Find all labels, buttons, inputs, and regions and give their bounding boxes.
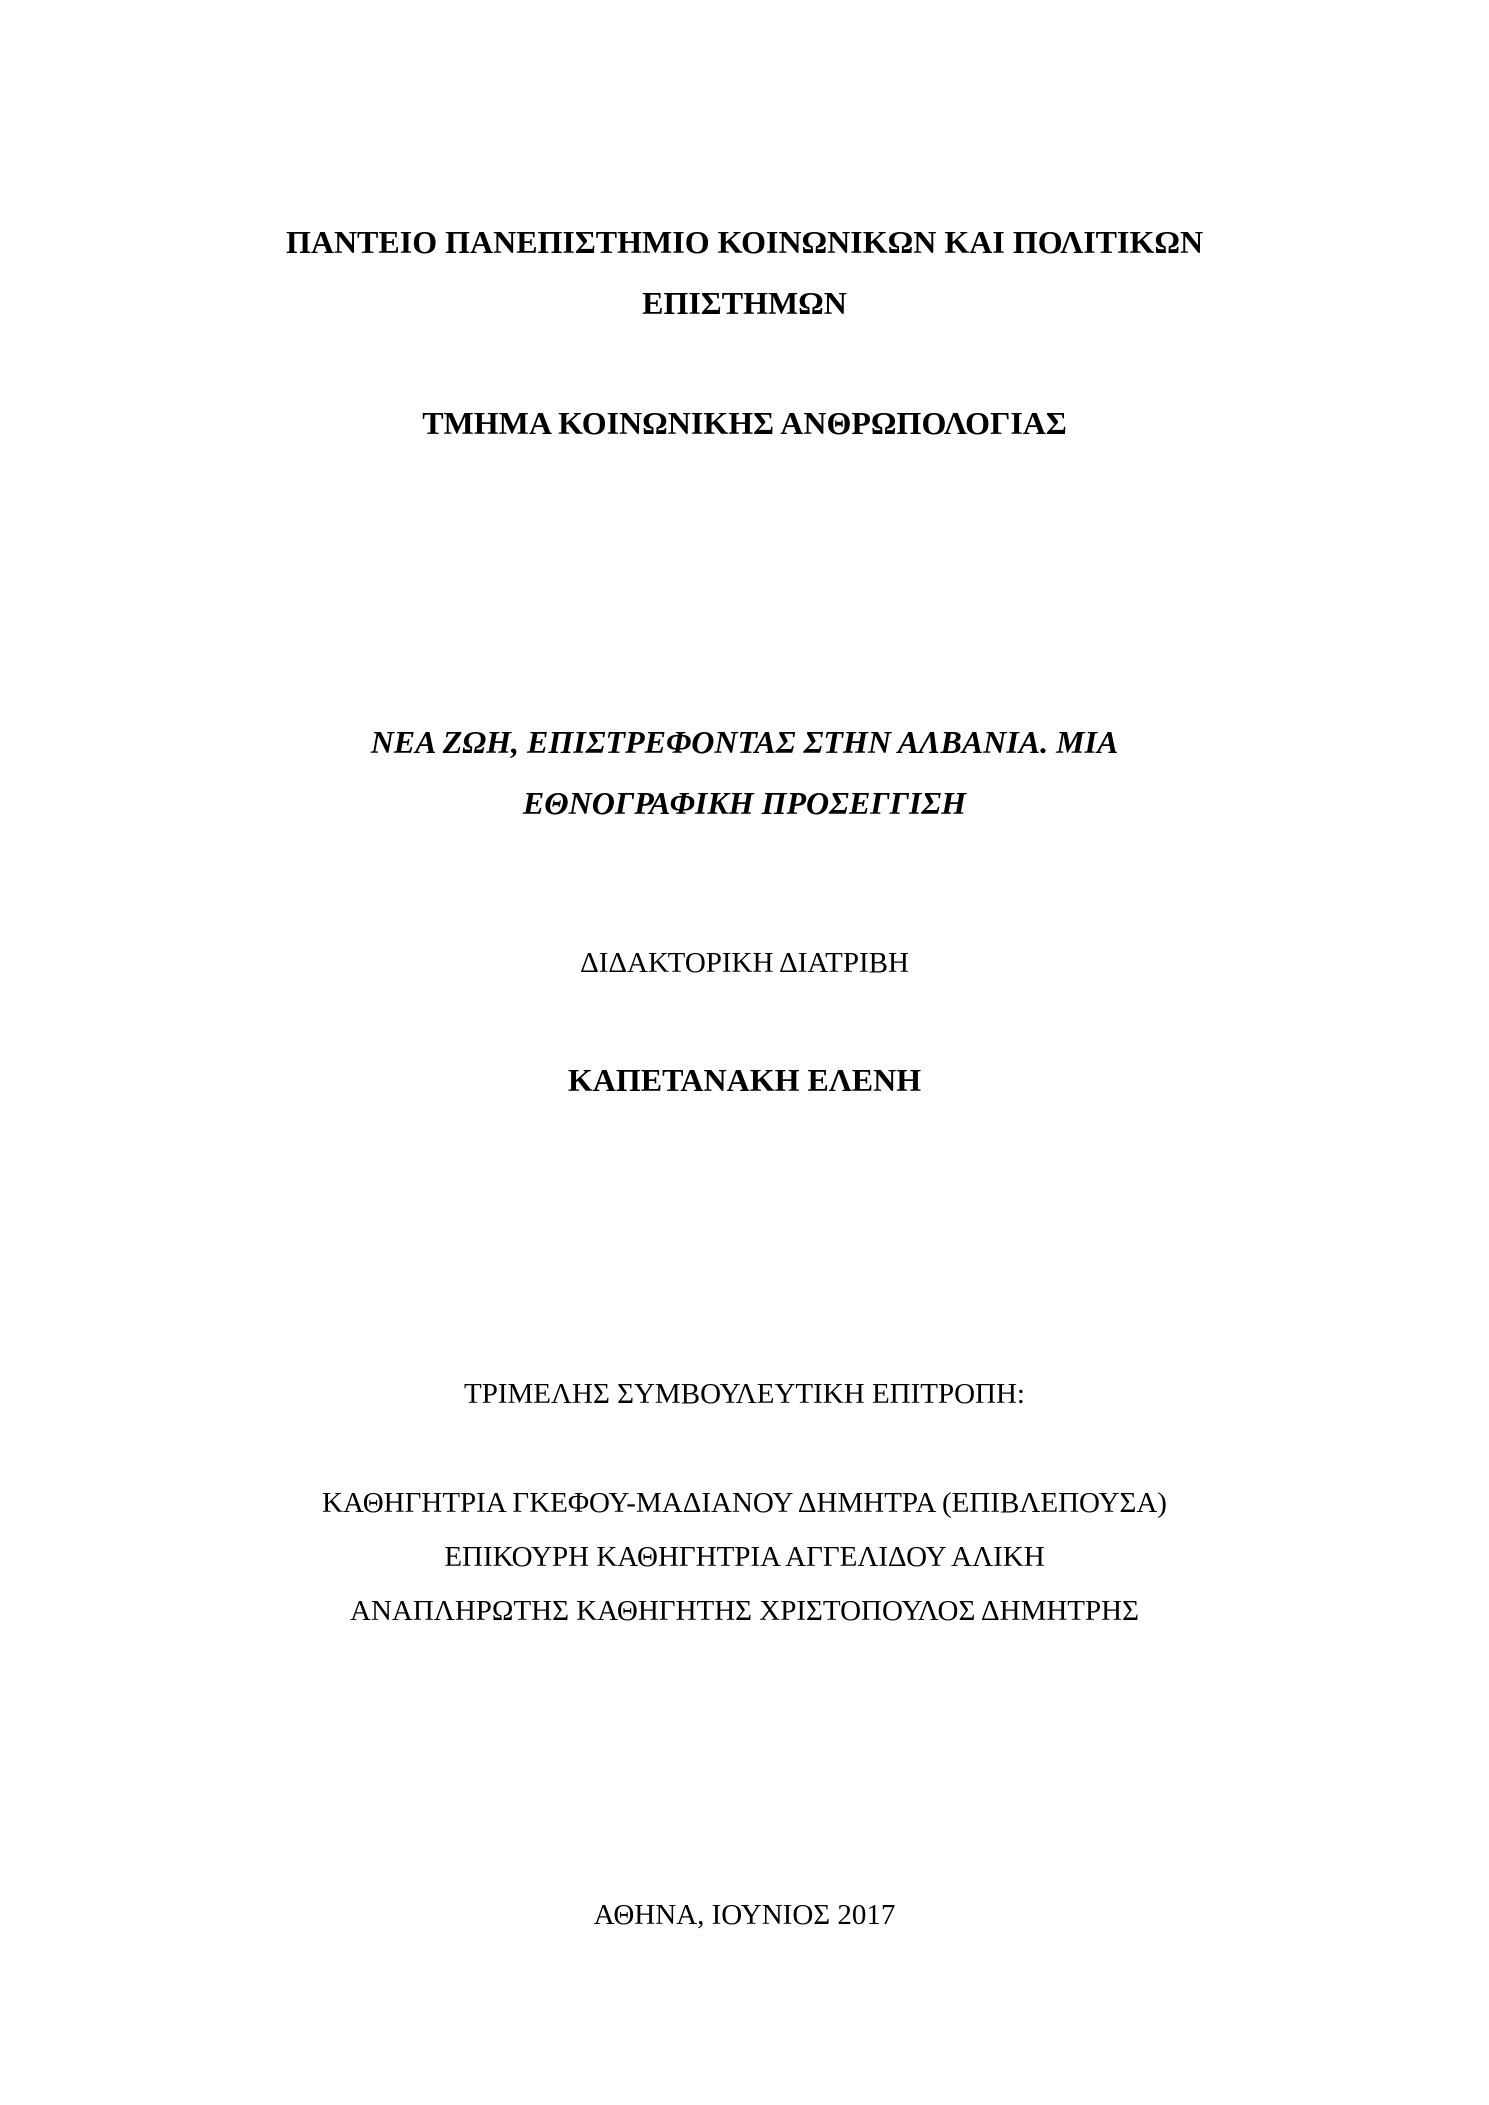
department-name: ΤΜΗΜΑ ΚΟΙΝΩΝΙΚΗΣ ΑΝΘΡΩΠΟΛΟΓΙΑΣ [422, 405, 1067, 441]
author-name: ΚΑΠΕΤΑΝΑΚΗ ΕΛΕΝΗ [567, 1062, 922, 1098]
university-name-line-1: ΠΑΝΤΕΙΟ ΠΑΝΕΠΙΣΤΗΜΙΟ ΚΟΙΝΩΝΙΚΩΝ ΚΑΙ ΠΟΛΙΤΙΚΩΝ [285, 224, 1204, 260]
thesis-title-line-1: ΝΕΑ ΖΩΗ, ΕΠΙΣΤΡΕΦΟΝΤΑΣ ΣΤΗΝ ΑΛΒΑΝΙΑ. ΜΙΑ [370, 724, 1119, 760]
committee-member: ΑΝΑΠΛΗΡΩΤΗΣ ΚΑΘΗΓΗΤΗΣ ΧΡΙΣΤΟΠΟΥΛΟΣ ΔΗΜΗΤΡΗΣ [350, 1595, 1139, 1627]
committee-member: ΕΠΙΚΟΥΡΗ ΚΑΘΗΓΗΤΡΙΑ ΑΓΓΕΛΙΔΟΥ ΑΛΙΚΗ [444, 1541, 1045, 1573]
university-name-line-2: ΕΠΙΣΤΗΜΩΝ [642, 285, 847, 321]
document-type: ΔΙΔΑΚΤΟΡΙΚΗ ΔΙΑΤΡΙΒΗ [580, 947, 909, 979]
place-and-date: ΑΘΗΝΑ, ΙΟΥΝΙΟΣ 2017 [593, 1899, 896, 1931]
committee-member: ΚΑΘΗΓΗΤΡΙΑ ΓΚΕΦΟΥ-ΜΑΔΙΑΝΟΥ ΔΗΜΗΤΡΑ (ΕΠΙΒΛΕΠΟΥΣΑ) [322, 1487, 1167, 1519]
thesis-title-line-2: ΕΘΝΟΓΡΑΦΙΚΗ ΠΡΟΣΕΓΓΙΣΗ [522, 785, 967, 821]
committee-heading: ΤΡΙΜΕΛΗΣ ΣΥΜΒΟΥΛΕΥΤΙΚΗ ΕΠΙΤΡΟΠΗ: [464, 1378, 1025, 1410]
